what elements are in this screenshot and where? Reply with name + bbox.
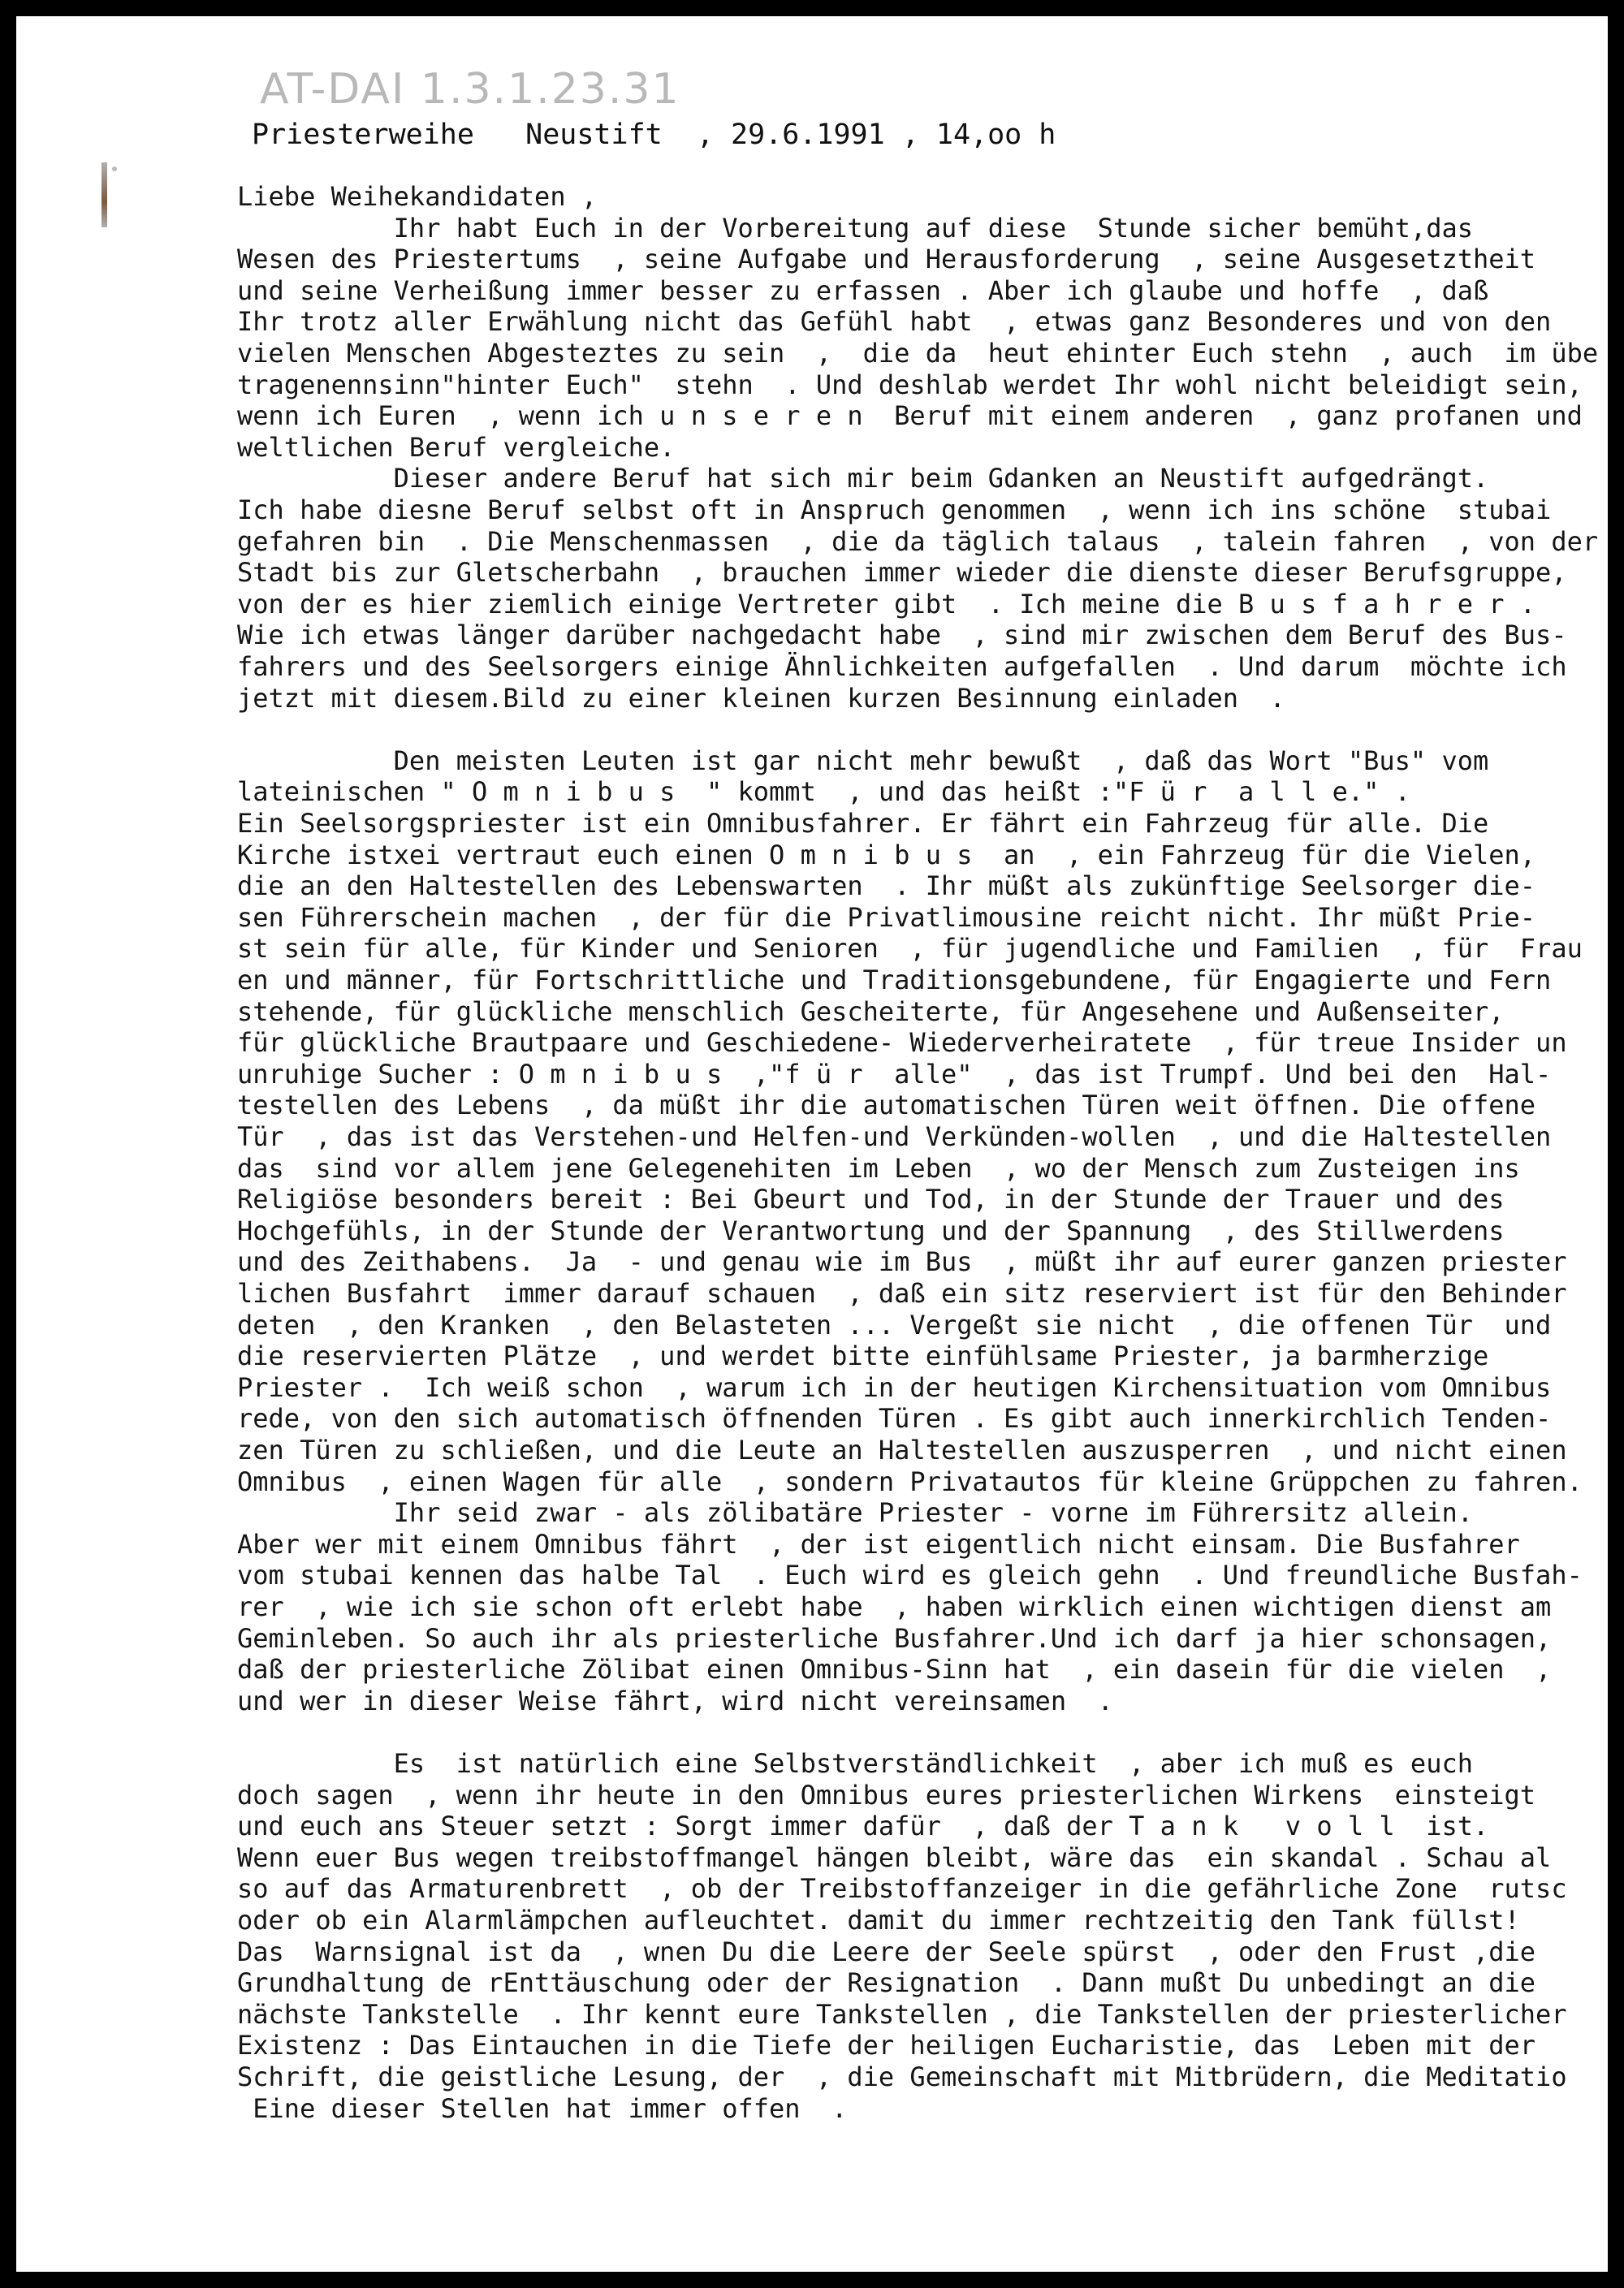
text-line: Stadt bis zur Gletscherbahn , brauchen immer wieder die dienste dieser Berufsgruppe, [237,557,1567,589]
document-heading: Priesterweihe Neustift , 29.6.1991 , 14,oo h [252,119,1056,151]
text-line: Religiöse besonders bereit : Bei Gbeurt und Tod, in der Stunde der Trauer und des [237,1184,1505,1215]
text-line: Existenz : Das Eintauchen in die Tiefe der heiligen Eucharistie, das Leben mit der [237,2030,1536,2061]
text-line: vom stubai kennen das halbe Tal . Euch wird es gleich gehn . Und freundliche Busfah- [237,1560,1583,1591]
text-line: von der es hier ziemlich einige Vertreter gibt . Ich meine die B u s f a h r e r . [237,588,1536,619]
text-line: für glückliche Brautpaare und Geschiedene- Wiederverheiratete , für treue Insider un [237,1027,1567,1059]
text-line: so auf das Armaturenbrett , ob der Treibstoffanzeiger in die gefährliche Zone rutsc [237,1873,1567,1905]
text-line: und des Zeithabens. Ja - und genau wie im Bus , müßt ihr auf eurer ganzen priester [237,1246,1567,1278]
text-line: Ich habe diesne Beruf selbst oft in Anspruch genommen , wenn ich ins schöne stubai [237,494,1552,525]
text-line: Grundhaltung de rEnttäuschung oder der Resignation . Dann mußt Du unbedingt an die [237,1967,1536,1999]
text-line: und seine Verheißung immer besser zu erfassen . Aber ich glaube und hoffe , daß [237,274,1489,306]
text-line: deten , den Kranken , den Belasteten ... Vergeßt sie nicht , die offenen Tür und [237,1309,1552,1340]
text-line: Eine dieser Stellen hat immer offen . [237,2092,848,2124]
text-line: Schrift, die geistliche Lesung, der , die Gemeinschaft mit Mitbrüdern, die Meditatio [237,2061,1567,2092]
document-page [16,16,1608,2272]
text-line: fahrers und des Seelsorgers einige Ähnlichkeiten aufgefallen . Und darum möchte ich [237,651,1567,682]
text-line: Das Warnsignal ist da , wnen Du die Leere der Seele spürst , oder den Frust ,die [237,1936,1536,1967]
text-line: zen Türen zu schließen, und die Leute an Haltestellen auszusperren , und nicht einen [237,1435,1567,1466]
text-line: wenn ich Euren , wenn ich u n s e r e n Beruf mit einem anderen , ganz profanen und [237,400,1583,432]
text-line: Hochgefühls, in der Stunde der Verantwortung und der Spannung , des Stillwerdens [237,1215,1505,1246]
archive-stamp: AT-DAI 1.3.1.23.31 [260,65,680,114]
text-line: Ein Seelsorgspriester ist ein Omnibusfahrer. Er fährt ein Fahrzeug für alle. Die [237,808,1489,839]
text-line: sen Führerschein machen , der für die Privatlimousine reicht nicht. Ihr müßt Prie- [237,901,1536,933]
text-line: Wie ich etwas länger darüber nachgedacht habe , sind mir zwischen dem Beruf des Bus- [237,619,1567,651]
text-line: und wer in dieser Weise fährt, wird nicht vereinsamen . [237,1685,1113,1716]
text-line: testellen des Lebens , da müßt ihr die automatischen Türen weit öffnen. Die offene [237,1090,1536,1121]
text-line: unruhige Sucher : O m n i b u s ,"f ü r alle" , das ist Trumpf. Und bei den Hal- [237,1058,1552,1090]
text-line: Ihr seid zwar - als zölibatäre Priester - vorne im Führersitz allein. [237,1497,1473,1529]
text-line: das sind vor allem jene Gelegenehiten im Leben , wo der Mensch zum Zusteigen ins [237,1152,1520,1184]
text-line: Aber wer mit einem Omnibus fährt , der ist eigentlich nicht einsam. Die Busfahrer [237,1528,1520,1560]
text-line: die an den Haltestellen des Lebenswarten . Ihr müßt als zukünftige Seelsorger die- [237,870,1536,902]
staple-dot [112,166,117,171]
text-line: Den meisten Leuten ist gar nicht mehr bewußt , daß das Wort "Bus" vom [237,745,1489,776]
text-line: vielen Menschen Abgesteztes zu sein , die da heut ehinter Euch stehn , auch im übe [237,338,1599,369]
text-line: Priester . Ich weiß schon , warum ich in der heutigen Kirchensituation vom Omnibus [237,1371,1552,1403]
text-line: Kirche istxei vertraut euch einen O m n i b u s an , ein Fahrzeug für die Vielen, [237,839,1536,870]
text-line: tragenennsinn"hinter Euch" stehn . Und deshlab werdet Ihr wohl nicht beleidigt sein, [237,369,1583,400]
text-line: Dieser andere Beruf hat sich mir beim Gdanken an Neustift aufgedrängt. [237,463,1489,494]
text-line: doch sagen , wenn ihr heute in den Omnibus eures priesterlichen Wirkens einsteigt [237,1779,1536,1811]
text-line: die reservierten Plätze , und werdet bitte einfühlsame Priester, ja barmherzige [237,1340,1489,1372]
text-line: jetzt mit diesem.Bild zu einer kleinen kurzen Besinnung einladen . [237,682,1285,714]
text-line: st sein für alle, für Kinder und Senioren , für jugendliche und Familien , für Frau [237,933,1583,965]
staple-mark [102,162,107,227]
text-line: lichen Busfahrt immer darauf schauen , daß ein sitz reserviert ist für den Behinder [237,1278,1567,1309]
text-line: rede, von den sich automatisch öffnenden Türen . Es gibt auch innerkirchlich Tenden- [237,1403,1552,1435]
text-line: gefahren bin . Die Menschenmassen , die da täglich talaus , talein fahren , von der [237,525,1599,557]
text-line: Es ist natürlich eine Selbstverständlichkeit , aber ich muß es euch [237,1748,1473,1779]
text-line: lateinischen " O m n i b u s " kommt , und das heißt :"F ü r a l l e." . [237,776,1410,808]
text-line: Geminleben. So auch ihr als priesterliche Busfahrer.Und ich darf ja hier schonsagen, [237,1622,1552,1654]
text-line: stehende, für glückliche menschlich Gescheiterte, für Angesehene und Außenseiter, [237,995,1505,1027]
text-line: und euch ans Steuer setzt : Sorgt immer dafür , daß der T a n k v o l l ist. [237,1811,1489,1842]
text-line: Wesen des Priestertums , seine Aufgabe und Herausforderung , seine Ausgesetztheit [237,244,1536,275]
text-line: Liebe Weihekandidaten , [237,181,598,212]
text-line: Omnibus , einen Wagen für alle , sondern Privatautos für kleine Grüppchen zu fahren. [237,1466,1583,1497]
text-line: Wenn euer Bus wegen treibstoffmangel hängen bleibt, wäre das ein skandal . Schau al [237,1841,1552,1873]
text-line: weltlichen Beruf vergleiche. [237,431,676,463]
text-line: en und männer, für Fortschrittliche und Traditionsgebundene, für Engagierte und Fern [237,965,1552,995]
text-line: Ihr habt Euch in der Vorbereitung auf diese Stunde sicher bemüht,das [237,212,1473,244]
text-line: Tür , das ist das Verstehen-und Helfen-und Verkünden-wollen , und die Haltestellen [237,1121,1552,1152]
text-line: rer , wie ich sie schon oft erlebt habe , haben wirklich einen wichtigen dienst am [237,1591,1552,1622]
text-line: nächste Tankstelle . Ihr kennt eure Tankstellen , die Tankstellen der priesterlicher [237,1998,1567,2030]
text-line: Ihr trotz aller Erwählung nicht das Gefühl habt , etwas ganz Besonderes und von den [237,306,1552,338]
text-line: oder ob ein Alarmlämpchen aufleuchtet. damit du immer rechtzeitig den Tank füllst! [237,1905,1520,1936]
text-line: daß der priesterliche Zölibat einen Omnibus-Sinn hat , ein dasein für die vielen , [237,1654,1552,1686]
